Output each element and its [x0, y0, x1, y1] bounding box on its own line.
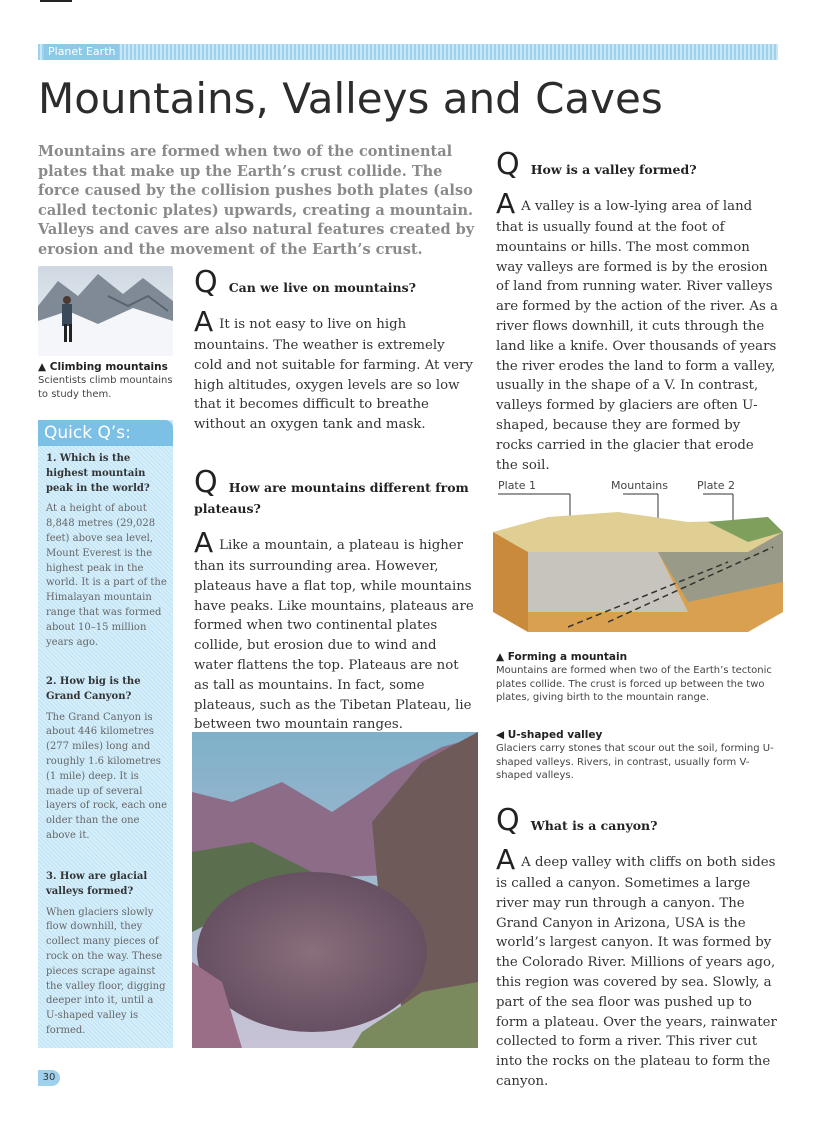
question-heading: How are mountains different from plateaus?: [194, 480, 469, 516]
u-valley-caption: [496, 728, 778, 783]
climbing-caption: [38, 360, 178, 401]
answer-text: A deep valley with cliffs on both sides is called a canyon. Sometimes a large river may run through a canyon. The Grand Canyon in Arizona, USA is the world’s largest canyon. It was formed by the Colorado River. Millions of years ago, this region was covered by sea. Slowly, a part of the sea floor was pushed up to form a plateau. Over the years, rainwater collected to form a river. This river cut into the rocks on the plateau to form the canyon.: [496, 855, 777, 1089]
question-glyph: Q: [496, 147, 520, 182]
answer-paragraph: [194, 305, 474, 435]
quick-questions-heading: Quick Q’s:: [44, 423, 131, 443]
quick-answer-text: The Grand Canyon is about 446 kilometres (277 miles) long and roughly 1.6 kilometres (1 mile) deep. It is made up of several layers of rock, each one older than the one above it.: [46, 711, 168, 841]
quick-question-text: 1. Which is the highest mountain peak in the world?: [46, 453, 150, 494]
answer-glyph: A: [194, 526, 214, 559]
triangle-up-icon: ▲: [496, 651, 505, 663]
section-header-bar: [38, 44, 778, 60]
forming-caption-text: Mountains are formed when two of the Earth’s tectonic plates collide. The crust is forced up between the two plates, giving birth to the mountain range.: [496, 665, 772, 703]
quick-question-text: 3. How are glacial valleys formed?: [46, 871, 148, 897]
forming-caption: [496, 650, 778, 705]
quick-questions-box: [38, 420, 173, 1048]
answer-text: It is not easy to live on high mountains. The weather is extremely cold and not suitable for farming. At very high altitudes, oxygen levels are so low that it becomes difficult to breathe without an oxygen tank and mask.: [194, 317, 473, 433]
answer-text: Like a mountain, a plateau is higher than its surrounding area. However, plateaus have a flat top, while mountains have peaks. Like mountains, plateaus are formed when two continental plates collide, but erosion due to wind and water flattens the top. Plateaus are not as tall as mountains. In fact, some plateaus, such as the Tibetan Plateau, lie between two mountain ranges.: [194, 538, 474, 733]
quick-question-3: [46, 870, 168, 1039]
u-valley-caption-title: U-shaped valley: [507, 729, 603, 741]
qa-block-canyon: [496, 803, 780, 1092]
section-label: Planet Earth: [44, 44, 119, 60]
climbing-caption-text: Scientists climb mountains to study them.: [38, 375, 173, 400]
intro-paragraph: Mountains are formed when two of the continental plates that make up the Earth’s crust collide. The force caused by the collision pushes both plates (also called tectonic plates) upwards, creating a mountain. Valleys and caves are also natural features created by erosion and the movement of the Earth’s crust.: [38, 143, 475, 258]
answer-paragraph: [194, 526, 474, 735]
triangle-up-icon: ▲: [38, 361, 47, 373]
question-glyph: Q: [496, 803, 520, 838]
label-plate-2: Plate 2: [697, 479, 736, 492]
question-heading: Can we live on mountains?: [228, 280, 416, 295]
question-heading: What is a canyon?: [530, 818, 658, 833]
quick-question-text: 2. How big is the Grand Canyon?: [46, 676, 141, 702]
answer-glyph: A: [194, 305, 214, 338]
question-glyph: Q: [194, 265, 218, 300]
question-glyph: Q: [194, 465, 218, 500]
quick-question-1: [46, 452, 168, 650]
qa-block-valley-formed: [496, 147, 778, 475]
label-mountains: Mountains: [611, 479, 668, 492]
label-plate-1: Plate 1: [498, 479, 537, 492]
answer-paragraph: [496, 187, 778, 475]
quick-answer-text: At a height of about 8,848 metres (29,028 feet) above sea level, Mount Everest is the highest peak in the world. It is a part of the Himalayan mountain range that was formed about 10–15 million years ago.: [46, 503, 167, 648]
top-rule: [40, 0, 72, 2]
u-valley-caption-text: Glaciers carry stones that scour out the soil, forming U-shaped valleys. Rivers, in contrast, usually form V-shaped valleys.: [496, 743, 774, 781]
quick-questions-header: [38, 420, 173, 446]
answer-paragraph: [496, 843, 780, 1092]
climbing-photo: [38, 266, 173, 356]
quick-question-2: [46, 675, 168, 844]
page-title: Mountains, Valleys and Caves: [38, 74, 663, 123]
answer-glyph: A: [496, 187, 516, 220]
answer-text: A valley is a low-lying area of land that is usually found at the foot of mountains or hills. The most common way valleys are formed is by the erosion of land from running water. River valleys are formed by the action of the river. As a river flows downhill, it cuts through the land like a knife. Over thousands of years the river erodes the land to form a valley, usually in the shape of a V. In contrast, valleys formed by glaciers are often U-shaped, because they are formed by rocks carried in the glacier that erode the soil.: [496, 199, 778, 473]
triangle-left-icon: ◀: [496, 729, 505, 741]
forming-caption-title: Forming a mountain: [507, 651, 628, 663]
climbing-caption-title: Climbing mountains: [49, 361, 168, 373]
u-shaped-valley-photo: [192, 732, 478, 1048]
question-heading: How is a valley formed?: [530, 162, 697, 177]
qa-block-live-on-mountains: [194, 265, 474, 435]
quick-answer-text: When glaciers slowly flow downhill, they collect many pieces of rock on the way. These pieces scrape against the valley floor, digging deeper into it, until a U-shaped valley is formed.: [46, 906, 166, 1036]
qa-block-mountains-vs-plateaus: [194, 465, 474, 735]
tectonic-diagram: [488, 492, 788, 642]
answer-glyph: A: [496, 843, 516, 876]
page-number: 30: [38, 1070, 60, 1086]
